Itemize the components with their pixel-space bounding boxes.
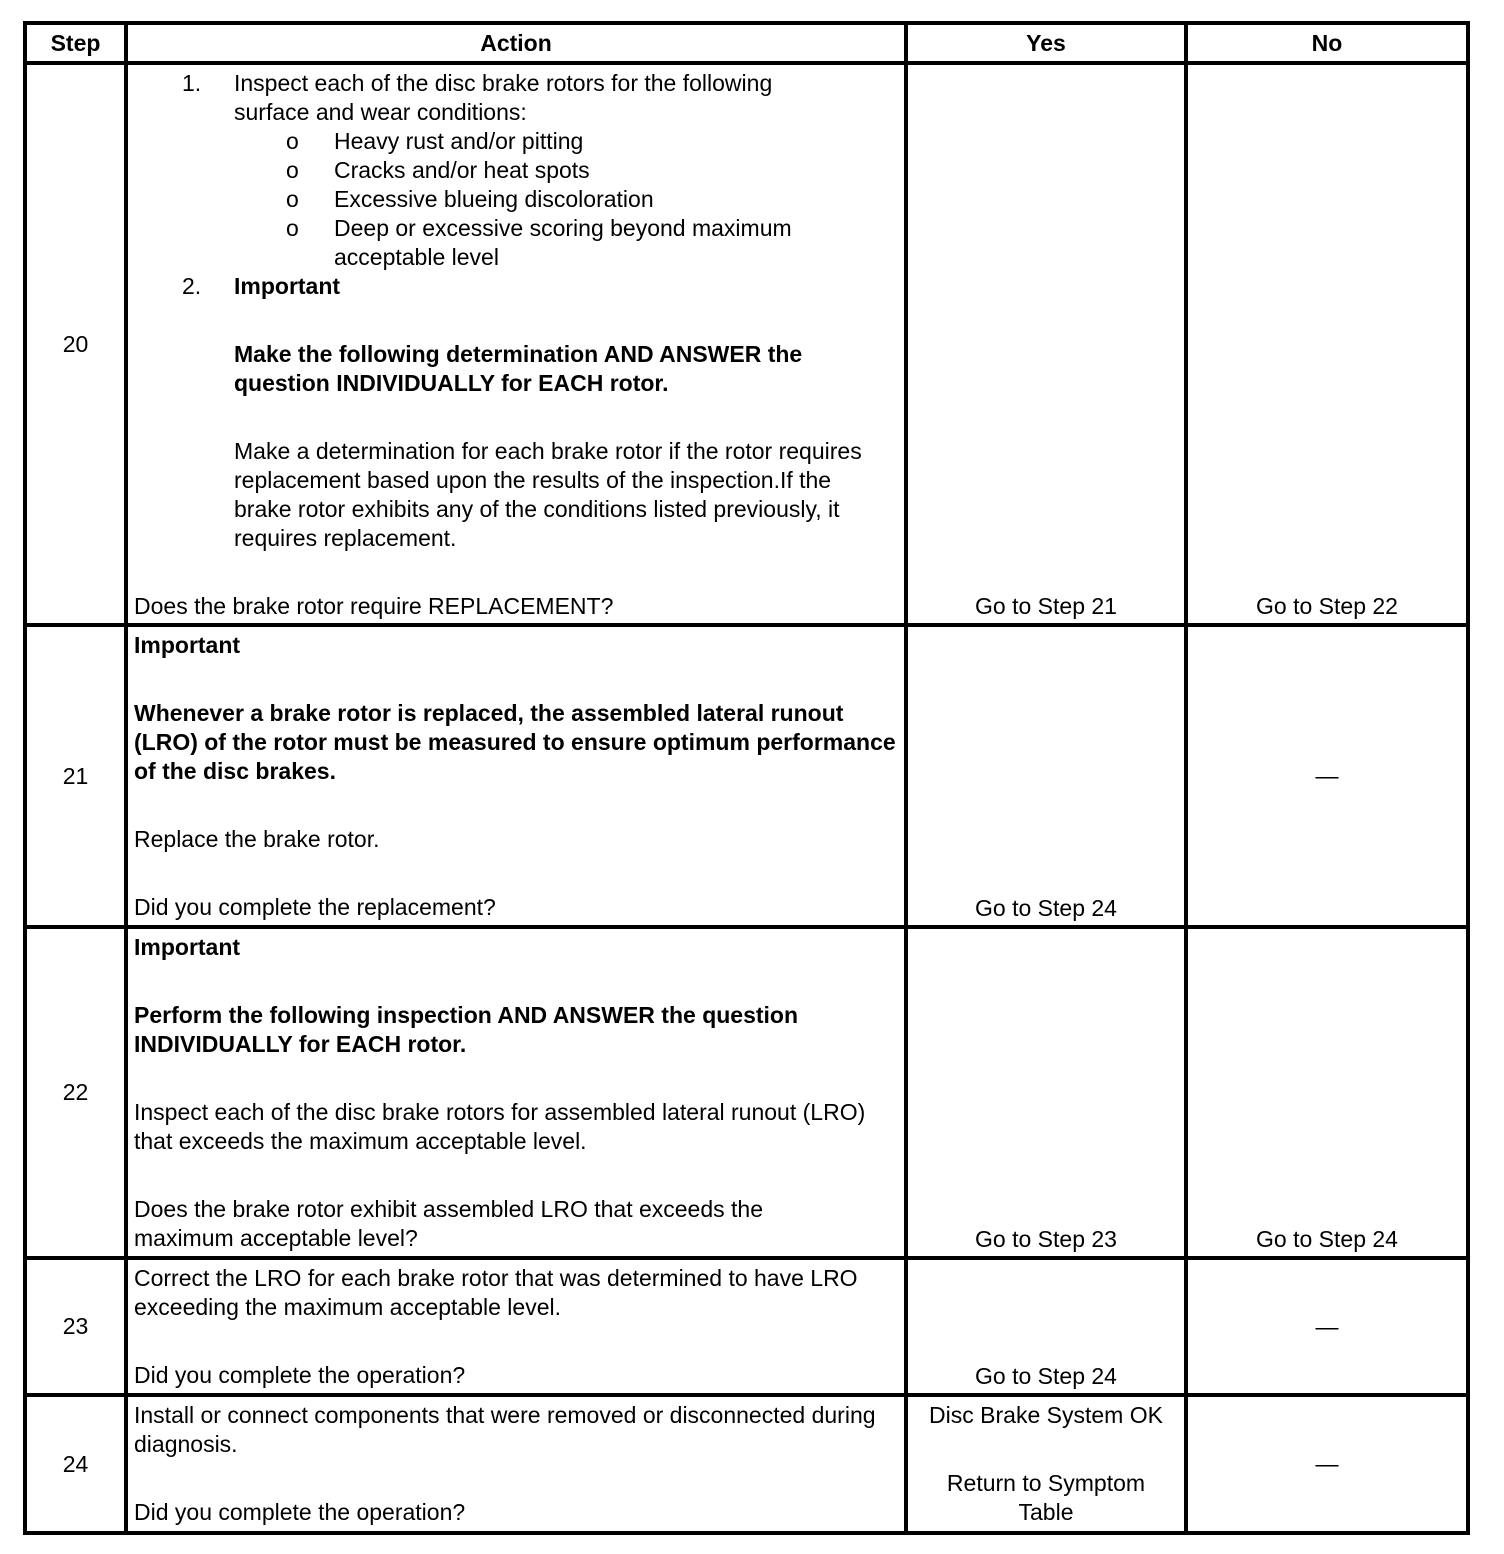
diagnostic-table — [23, 21, 1470, 1535]
bullet-list — [282, 127, 854, 272]
header-yes: Yes — [906, 23, 1186, 63]
action-text: Install or connect components that were removed or disconnected during diagnosis. — [134, 1402, 876, 1457]
yes-cell — [906, 625, 1186, 927]
yes-cell — [906, 1395, 1186, 1533]
step-number: 21 — [25, 625, 126, 927]
table-row — [25, 63, 1468, 625]
yes-result-link: Return to Symptom Table — [946, 1470, 1146, 1525]
yes-result: Disc Brake System OK — [929, 1402, 1163, 1428]
list-text: Inspect each of the disc brake rotors for the following — [234, 70, 773, 96]
no-result: Go to Step 22 — [1256, 593, 1398, 619]
action-text: Make a determination for each brake rotor if the rotor requires replacement based upon the results of the inspection.If the brake rotor exhibits any of the conditions listed previously, it requires replacement. — [234, 438, 862, 551]
no-cell — [1186, 927, 1468, 1258]
list-item — [182, 272, 898, 301]
step-number: 24 — [25, 1395, 126, 1533]
list-item — [282, 127, 854, 156]
list-item — [282, 156, 854, 185]
action-cell — [126, 1258, 906, 1395]
table-row — [25, 927, 1468, 1258]
bullet-text: Heavy rust and/or pitting — [334, 128, 584, 154]
list-item — [282, 214, 854, 272]
list-number: 1. — [182, 70, 202, 96]
bullet-text: Deep or excessive scoring beyond maximum acceptable level — [334, 215, 792, 270]
action-question: Does the brake rotor require REPLACEMENT? — [134, 593, 614, 619]
important-note: Whenever a brake rotor is replaced, the assembled lateral runout (LRO) of the rotor must be measured to ensure optimum performance of the disc brakes. — [134, 700, 896, 784]
no-result-dash: — — [1315, 1313, 1339, 1339]
action-question: Does the brake rotor exhibit assembled LRO that exceeds the maximum acceptable level? — [134, 1196, 764, 1251]
important-heading: Important — [134, 934, 241, 960]
action-cell — [126, 625, 906, 927]
no-result-dash: — — [1315, 1450, 1339, 1477]
action-text: Inspect each of the disc brake rotors for assembled lateral runout (LRO) that exceeds the maximum acceptable level. — [134, 1099, 866, 1154]
no-result-dash: — — [1315, 762, 1339, 789]
ordered-list — [182, 69, 898, 301]
action-cell — [126, 1395, 906, 1533]
no-cell — [1186, 1395, 1468, 1533]
bullet-text: Excessive blueing discoloration — [334, 186, 654, 212]
yes-cell — [906, 63, 1186, 625]
action-question: Did you complete the operation? — [134, 1362, 466, 1388]
yes-result: Go to Step 24 — [975, 1363, 1117, 1389]
yes-cell — [906, 927, 1186, 1258]
no-result: Go to Step 24 — [1256, 1226, 1398, 1252]
action-cell — [126, 63, 906, 625]
yes-result: Go to Step 23 — [975, 1226, 1117, 1252]
list-item — [182, 69, 898, 272]
no-cell — [1186, 625, 1468, 927]
action-cell — [126, 927, 906, 1258]
yes-cell — [906, 1258, 1186, 1395]
header-action: Action — [126, 23, 906, 63]
important-note: Perform the following inspection AND ANSWER the question INDIVIDUALLY for EACH rotor. — [134, 1002, 799, 1057]
circle-bullet-icon: o — [286, 186, 299, 212]
action-text: Replace the brake rotor. — [134, 826, 380, 852]
list-item — [282, 185, 854, 214]
table-row — [25, 1258, 1468, 1395]
bullet-text: Cracks and/or heat spots — [334, 157, 590, 183]
action-question: Did you complete the replacement? — [134, 894, 496, 920]
table-row — [25, 625, 1468, 927]
no-cell — [1186, 63, 1468, 625]
action-text: Correct the LRO for each brake rotor that was determined to have LRO exceeding the maximum acceptable level. — [134, 1265, 858, 1320]
yes-result: Go to Step 24 — [975, 895, 1117, 921]
step-number: 23 — [25, 1258, 126, 1395]
circle-bullet-icon: o — [286, 215, 299, 241]
important-heading: Important — [134, 632, 241, 658]
list-number: 2. — [182, 273, 202, 299]
action-question: Did you complete the operation? — [134, 1499, 466, 1525]
step-number: 22 — [25, 927, 126, 1258]
yes-result: Go to Step 21 — [975, 593, 1117, 619]
important-note: Make the following determination AND ANSWER the question INDIVIDUALLY for EACH rotor. — [234, 341, 803, 396]
no-cell — [1186, 1258, 1468, 1395]
table-row — [25, 1395, 1468, 1533]
yes-result-group — [908, 1397, 1184, 1527]
header-row — [25, 23, 1468, 63]
list-text: surface and wear conditions: — [234, 99, 527, 125]
header-step: Step — [25, 23, 126, 63]
circle-bullet-icon: o — [286, 157, 299, 183]
circle-bullet-icon: o — [286, 128, 299, 154]
step-number: 20 — [25, 63, 126, 625]
header-no: No — [1186, 23, 1468, 63]
important-heading: Important — [234, 273, 341, 299]
